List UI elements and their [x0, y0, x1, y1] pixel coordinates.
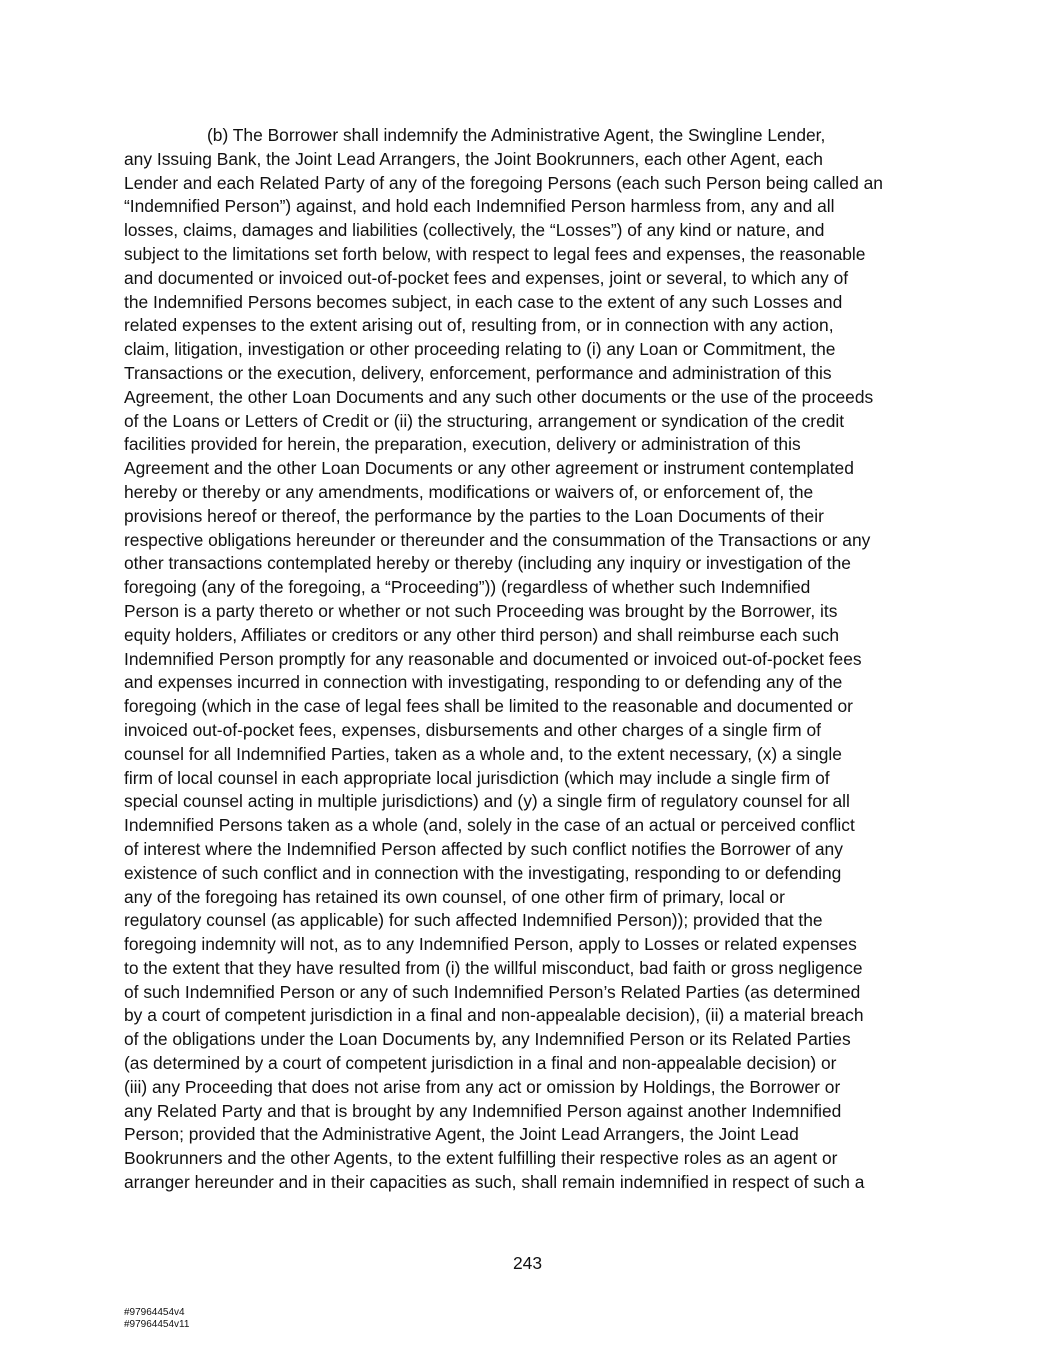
paragraph-line: Person; provided that the Administrative Agent, the Joint Lead Arrangers, the Joint Lead — [124, 1124, 799, 1145]
paragraph-line: of the obligations under the Loan Documents by, any Indemnified Person or its Related Parties — [124, 1029, 851, 1050]
paragraph-line: equity holders, Affiliates or creditors or any other third person) and shall reimburse each such — [124, 624, 839, 645]
paragraph-line: subject to the limitations set forth below, with respect to legal fees and expenses, the reasonable — [124, 243, 866, 264]
paragraph-line: firm of local counsel in each appropriate local jurisdiction (which may include a single firm of — [124, 767, 830, 788]
paragraph-line: any Issuing Bank, the Joint Lead Arrangers, the Joint Bookrunners, each other Agent, each — [124, 148, 823, 169]
paragraph-line: “Indemnified Person”) against, and hold each Indemnified Person harmless from, any and all — [124, 196, 835, 217]
paragraph-line: related expenses to the extent arising out of, resulting from, or in connection with any action, — [124, 315, 834, 336]
paragraph-line: facilities provided for herein, the preparation, execution, delivery or administration of this — [124, 434, 801, 455]
paragraph-line: losses, claims, damages and liabilities (collectively, the “Losses”) of any kind or nature, and — [124, 220, 825, 241]
paragraph-line: hereby or thereby or any amendments, modifications or waivers of, or enforcement of, the — [124, 481, 814, 502]
paragraph-line: (as determined by a court of competent jurisdiction in a final and non-appealable decision) or — [124, 1053, 837, 1074]
paragraph-line: of interest where the Indemnified Person affected by such conflict notifies the Borrower of any — [124, 838, 843, 859]
paragraph-line: arranger hereunder and in their capacities as such, shall remain indemnified in respect of such a — [124, 1172, 865, 1193]
paragraph-line: Indemnified Person promptly for any reasonable and documented or invoiced out-of-pocket fees — [124, 648, 862, 669]
paragraph-line: (b) The Borrower shall indemnify the Administrative Agent, the Swingline Lender, — [207, 125, 826, 145]
paragraph-line: foregoing (which in the case of legal fees shall be limited to the reasonable and documented or — [124, 696, 853, 717]
paragraph-line: counsel for all Indemnified Parties, taken as a whole and, to the extent necessary, (x) a single — [124, 743, 842, 764]
paragraph-line: foregoing (any of the foregoing, a “Proceeding”)) (regardless of whether such Indemnified — [124, 577, 811, 598]
paragraph-line: and expenses incurred in connection with investigating, responding to or defending any of the — [124, 672, 843, 693]
paragraph-line: existence of such conflict and in connection with the investigating, responding to or defending — [124, 862, 842, 883]
indemnification-paragraph — [124, 124, 934, 1195]
paragraph-line: by a court of competent jurisdiction in a final and non-appealable decision), (ii) a material breach — [124, 1005, 864, 1026]
paragraph-line: foregoing indemnity will not, as to any Indemnified Person, apply to Losses or related expenses — [124, 934, 857, 955]
paragraph-line: respective obligations hereunder or thereunder and the consummation of the Transactions or any — [124, 529, 871, 550]
paragraph-line: other transactions contemplated hereby or thereby (including any inquiry or investigation of the — [124, 553, 851, 574]
paragraph-line: invoiced out-of-pocket fees, expenses, disbursements and other charges of a single firm of — [124, 719, 821, 740]
paragraph-line: Indemnified Persons taken as a whole (and, solely in the case of an actual or perceived conflict — [124, 815, 855, 836]
document-id-secondary: #97964454v11 — [124, 1319, 190, 1330]
paragraph-line: any Related Party and that is brought by any Indemnified Person against another Indemnified — [124, 1100, 842, 1121]
paragraph-line: regulatory counsel (as applicable) for such affected Indemnified Person)); provided that the — [124, 910, 823, 931]
paragraph-line: Bookrunners and the other Agents, to the extent fulfilling their respective roles as an agent or — [124, 1148, 838, 1169]
paragraph-line: any of the foregoing has retained its own counsel, of one other firm of primary, local or — [124, 886, 785, 907]
paragraph-line: Agreement, the other Loan Documents and any such other documents or the use of the proceeds — [124, 386, 874, 407]
paragraph-line: claim, litigation, investigation or other proceeding relating to (i) any Loan or Commitment, the — [124, 339, 836, 360]
paragraph-line: (iii) any Proceeding that does not arise from any act or omission by Holdings, the Borrower or — [124, 1076, 841, 1097]
paragraph-line: Transactions or the execution, delivery, enforcement, performance and administration of this — [124, 362, 832, 383]
paragraph-line: Person is a party thereto or whether or not such Proceeding was brought by the Borrower, its — [124, 600, 838, 621]
paragraph-line: to the extent that they have resulted from (i) the willful misconduct, bad faith or gross negligence — [124, 957, 863, 978]
document-id-primary: #97964454v4 — [124, 1307, 185, 1318]
paragraph-line: and documented or invoiced out-of-pocket fees and expenses, joint or several, to which any of — [124, 267, 849, 288]
paragraph-line: the Indemnified Persons becomes subject, in each case to the extent of any such Losses and — [124, 291, 843, 312]
paragraph-line: Agreement and the other Loan Documents or any other agreement or instrument contemplated — [124, 458, 854, 479]
paragraph-line: special counsel acting in multiple jurisdictions) and (y) a single firm of regulatory counsel for all — [124, 791, 850, 812]
paragraph-line: of the Loans or Letters of Credit or (ii) the structuring, arrangement or syndication of the credit — [124, 410, 845, 431]
paragraph-line: of such Indemnified Person or any of such Indemnified Person’s Related Parties (as determined — [124, 981, 861, 1002]
page-number: 243 — [512, 1253, 542, 1273]
paragraph-line: Lender and each Related Party of any of the foregoing Persons (each such Person being called an — [124, 172, 883, 193]
paragraph-line: provisions hereof or thereof, the performance by the parties to the Loan Documents of their — [124, 505, 824, 526]
